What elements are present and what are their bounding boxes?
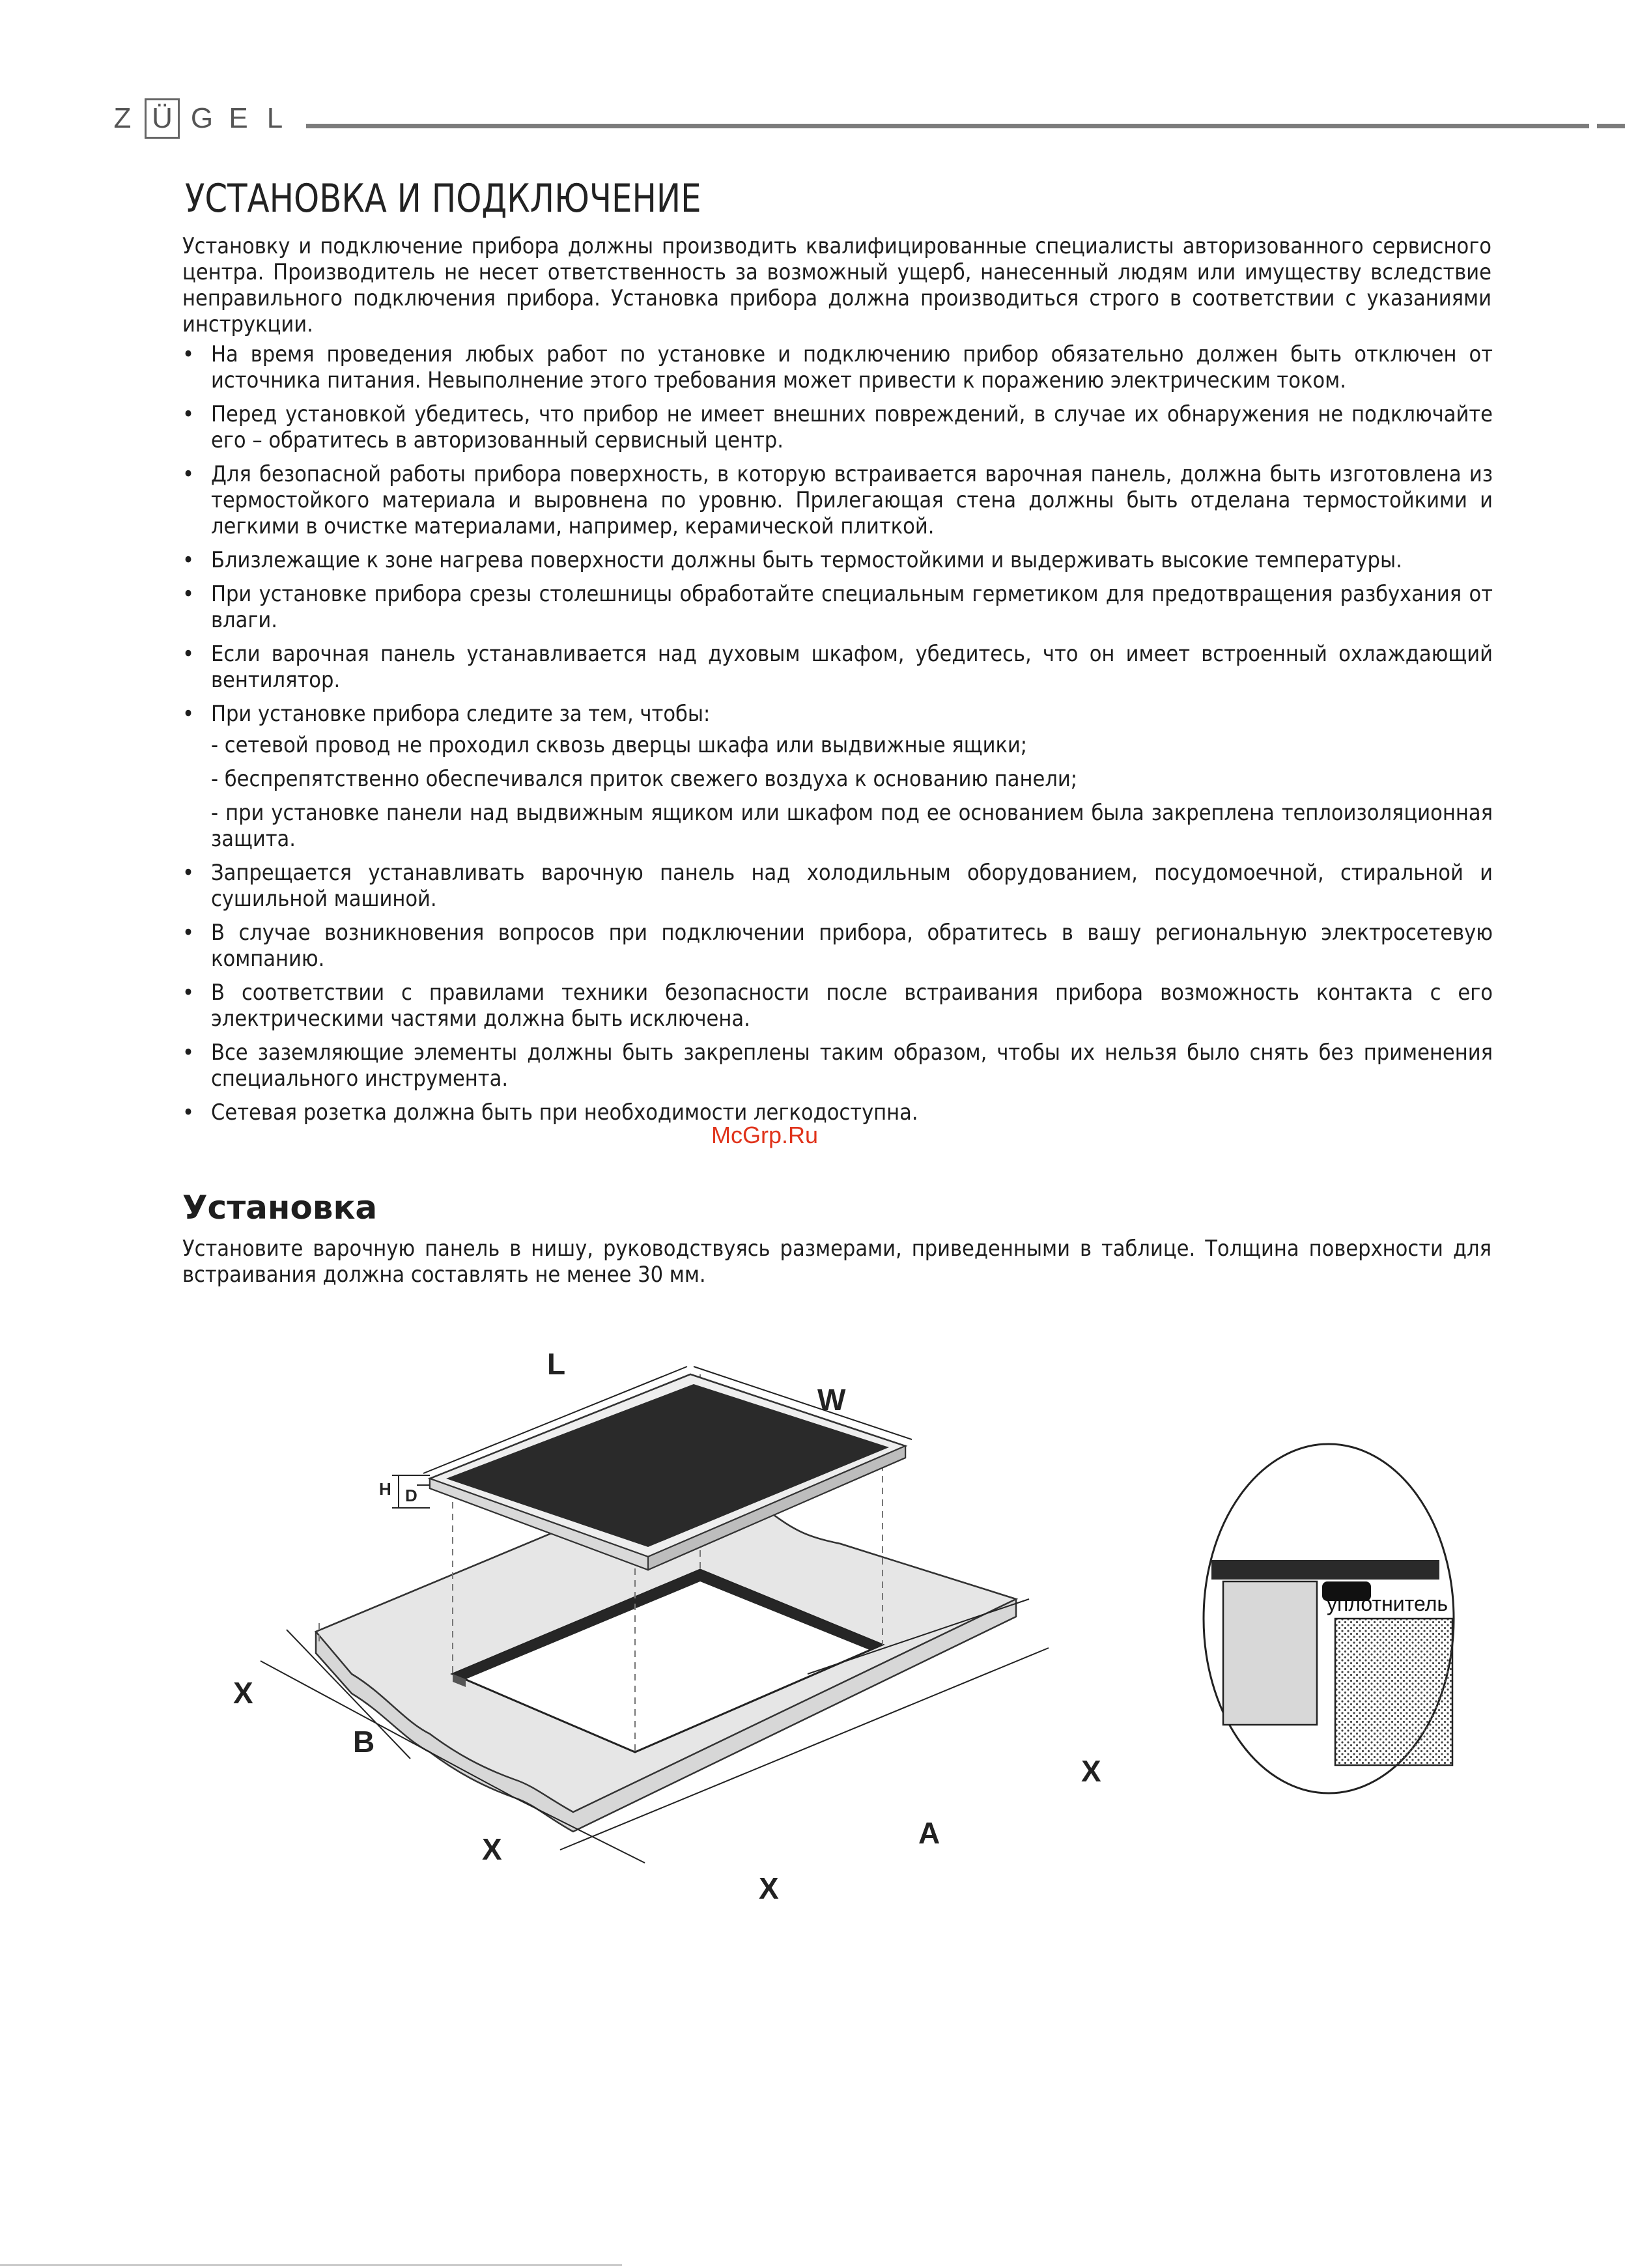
- label-X-bottom: X: [759, 1871, 779, 1905]
- brand-logo: [104, 98, 293, 139]
- list-item-text: При установке прибора следите за тем, чтобы:: [211, 701, 711, 727]
- sub-item: - при установке панели над выдвижным ящиком или шкафом под ее основанием была закреплена теплоизоляционная защита.: [211, 800, 1493, 852]
- logo-letter: E: [229, 102, 248, 134]
- list-item-text: Если варочная панель устанавливается над духовым шкафом, убедитесь, что он имеет встроенный охлаждающий вентилятор.: [211, 641, 1493, 693]
- list-item-text: Перед установкой убедитесь, что прибор не имеет внешних повреждений, в случае их обнаружения не подключайте его – обратитесь в авторизованный сервисный центр.: [211, 401, 1493, 453]
- list-item-text: Запрещается устанавливать варочную панель над холодильным оборудованием, посудомоечной, стиральной и сушильной машиной.: [211, 860, 1493, 912]
- list-item-text: При установке прибора срезы столешницы обработайте специальным герметиком для предотвращения разбухания от влаги.: [211, 581, 1493, 633]
- bullet-mark: •: [182, 1040, 195, 1066]
- list-item-text: В соответствии с правилами техники безопасности после встраивания прибора возможность контакта с его электрическими частями должна быть исключена.: [211, 980, 1493, 1032]
- page-title: УСТАНОВКА И ПОДКЛЮЧЕНИЕ: [185, 176, 701, 221]
- list-item: [181, 701, 1493, 852]
- logo-letter: G: [190, 102, 214, 134]
- list-item: [181, 461, 1493, 539]
- bullet-mark: •: [182, 581, 195, 607]
- list-item: [181, 1099, 1493, 1126]
- intro-paragraph: Установку и подключение прибора должны производить квалифицированные специалисты авторизованного сервисного центра. Производитель не несет ответственность за возможный ущерб, нанесенный людям или имуществу вследствие неправильного подключения прибора. Установка прибора должна производиться строго в соответствии с указаниями инструкции.: [182, 233, 1491, 337]
- list-item: [181, 547, 1493, 573]
- list-item: [181, 920, 1493, 972]
- bullet-mark: •: [182, 920, 195, 946]
- seal-detail: [1204, 1444, 1454, 1793]
- list-item-text: Все заземляющие элементы должны быть закреплены таким образом, чтобы их нельзя было снять без применения специального инструмента.: [211, 1040, 1493, 1092]
- label-L: L: [547, 1348, 566, 1381]
- label-X-bottom-left: X: [482, 1832, 502, 1866]
- bullet-mark: •: [182, 1099, 195, 1126]
- seal-label: уплотнитель: [1327, 1592, 1448, 1615]
- installation-paragraph: Установите варочную панель в нишу, руководствуясь размерами, приведенными в таблице. Толщина поверхности для встраивания должна составлять не менее 30 мм.: [182, 1236, 1491, 1288]
- list-item-text: Для безопасной работы прибора поверхность, в которую встраивается варочная панель, должна быть изготовлена из термостойкого материала и выровнена по уровню. Прилегающая стена должны быть отделана термостойкими и легкими в очистке материалами, например, керамической плиткой.: [211, 461, 1493, 539]
- header-rule: [306, 124, 1589, 128]
- label-A: A: [918, 1816, 940, 1850]
- sub-item: - беспрепятственно обеспечивался приток свежего воздуха к основанию панели;: [211, 766, 1078, 792]
- section-title: Установка: [182, 1189, 378, 1226]
- logo-letter: L: [266, 102, 283, 134]
- header-rule-end: [1597, 124, 1625, 128]
- list-item-text: Близлежащие к зоне нагрева поверхности должны быть термостойкими и выдерживать высокие температуры.: [211, 547, 1402, 573]
- label-X-right: X: [1081, 1754, 1101, 1788]
- list-item-text: На время проведения любых работ по установке и подключению прибор обязательно должен быть отключен от источника питания. Невыполнение этого требования может привести к поражению электрическим током.: [211, 341, 1493, 393]
- list-item-text: В случае возникновения вопросов при подключении прибора, обратитесь в вашу региональную электросетевую компанию.: [211, 920, 1493, 972]
- installation-diagram: [221, 1348, 1459, 1935]
- list-item: [181, 641, 1493, 693]
- sub-item: - сетевой провод не проходил сквозь дверцы шкафа или выдвижные ящики;: [211, 732, 1028, 758]
- footer-line: [0, 2264, 622, 2266]
- safety-list: [181, 341, 1493, 1133]
- bullet-mark: •: [182, 980, 195, 1006]
- bullet-mark: •: [182, 860, 195, 886]
- list-item: [181, 401, 1493, 453]
- label-B: B: [353, 1725, 375, 1759]
- watermark: McGrp.Ru: [711, 1122, 819, 1148]
- list-item: [181, 341, 1493, 393]
- list-item: [181, 980, 1493, 1032]
- label-D: D: [405, 1486, 417, 1505]
- bullet-mark: •: [182, 641, 195, 667]
- logo-letter-boxed: Ü: [145, 98, 180, 139]
- label-H: H: [379, 1479, 391, 1499]
- list-item: [181, 581, 1493, 633]
- bullet-mark: •: [182, 461, 195, 487]
- list-item: [181, 860, 1493, 912]
- bullet-mark: •: [182, 701, 195, 727]
- logo-letter: Z: [113, 102, 132, 134]
- bullet-mark: •: [182, 401, 195, 427]
- list-item-text: Сетевая розетка должна быть при необходимости легкодоступна.: [211, 1099, 918, 1126]
- label-X-left: X: [233, 1676, 253, 1710]
- bullet-mark: •: [182, 547, 195, 573]
- bullet-mark: •: [182, 341, 195, 367]
- list-item: [181, 1040, 1493, 1092]
- label-W: W: [817, 1383, 846, 1417]
